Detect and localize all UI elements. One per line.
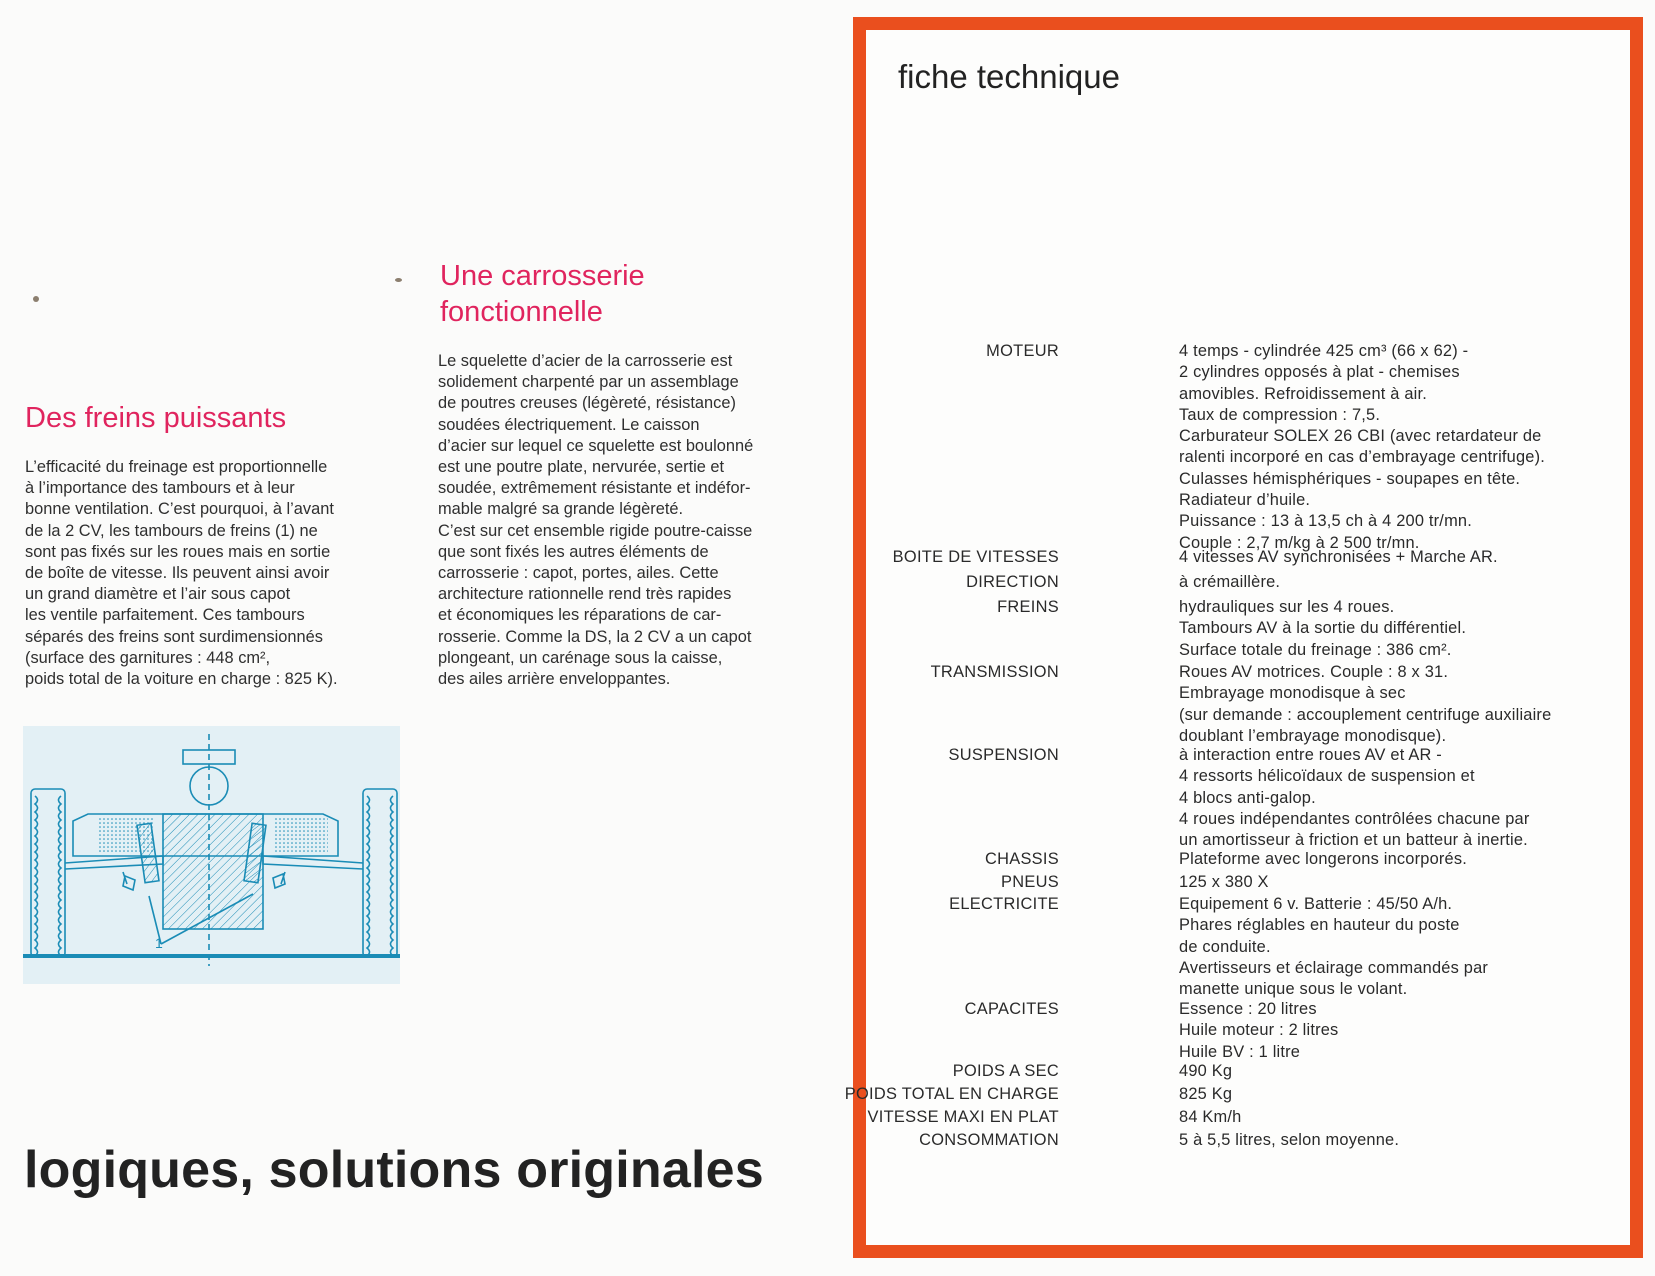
page-title: logiques, solutions originales (24, 1141, 764, 1199)
spec-label: ELECTRICITE (949, 895, 1059, 913)
brake-diagram-drawing (23, 726, 400, 984)
spec-label: POIDS A SEC (952, 1062, 1059, 1080)
brake-diagram (23, 726, 400, 984)
paper-speck (395, 278, 402, 282)
paper-speck (33, 296, 39, 302)
panel-title: fiche technique (898, 58, 1120, 95)
ground-line (23, 954, 400, 958)
section-heading-freins: Des freins puissants (25, 402, 287, 434)
section-body-carrosserie: Le squelette d’acier de la carrosserie est solidement charpenté par un assemblage de poutres creuses (légèreté, résistance) soudées électriquement. Le caisson d’acier sur lequel ce squelette est boulonné est une poutre plate, nervurée, sertie et soudée, extrêmement résistante et indéfor- mable malgré sa grande légèreté. C’est sur cet ensemble rigide poutre-caisse que sont fixés les autres éléments de carrosserie : capot, portes, ailes. Cette architecture rationnelle rend très rapides et économiques les réparations de car- rosserie. Comme la DS, la 2 CV a un capot plongeant, un carénage sous la caisse, des ailes arrière enveloppantes. (438, 352, 754, 689)
spec-label: DIRECTION (966, 573, 1059, 591)
spec-value: 490 Kg (1179, 1062, 1233, 1080)
spec-value: 5 à 5,5 litres, selon moyenne. (1179, 1131, 1400, 1149)
brake-drum-left (137, 823, 159, 882)
spec-label: VITESSE MAXI EN PLAT (867, 1108, 1059, 1126)
spec-value: 84 Km/h (1179, 1108, 1242, 1126)
spec-value: 4 temps - cylindrée 425 cm³ (66 x 62) - 2 cylindres opposés à plat - chemises amovibles. Refroidissement à air. Taux de compression : 7,5. Carburateur SOLEX 26 CBI (avec retardateur de ralenti incorporé en cas d’embrayage centrifuge). Culasses hémisphériques - soupapes en tête. Radiateur d’huile. Puissance : 13 à 13,5 ch à 4 200 tr/mn. Couple : 2,7 m/kg à 2 500 tr/mn. (1179, 342, 1546, 552)
spec-label: BOITE DE VITESSES (892, 548, 1059, 566)
spec-value: 825 Kg (1179, 1085, 1233, 1103)
drive-shaft-right (263, 856, 363, 869)
spec-label: FREINS (997, 598, 1059, 616)
section-body-freins: L’efficacité du freinage est proportionnelle à l’importance des tambours et à leur bonne ventilation. C’est pourquoi, à l’avant de la 2 CV, les tambours de freins (1) ne sont pas fixés sur les roues mais en sortie de boîte de vitesse. Ils peuvent ainsi avoir un grand diamètre et l’air sous capot les ventile parfaitement. Ces tambours séparés des freins sont surdimensionnés (surface des garnitures : 448 cm², poids total de la voiture en charge : 825 K). (25, 458, 338, 689)
spec-label: SUSPENSION (948, 746, 1059, 764)
spec-label: PNEUS (1001, 873, 1059, 891)
spec-value: à interaction entre roues AV et AR - 4 ressorts hélicoïdaux de suspension et 4 blocs anti-galop. 4 roues indépendantes contrôlées chacune par un amortisseur à friction et un batteur à inertie. (1179, 746, 1530, 850)
spec-value: Plateforme avec longerons incorporés. (1179, 850, 1468, 868)
spec-label: MOTEUR (986, 342, 1059, 360)
spec-label: CONSOMMATION (919, 1131, 1059, 1149)
spec-value: hydrauliques sur les 4 roues. Tambours AV à la sortie du différentiel. Surface totale du freinage : 386 cm². (1179, 598, 1467, 659)
spec-label: POIDS TOTAL EN CHARGE (844, 1085, 1059, 1103)
spec-label: CHASSIS (984, 850, 1059, 868)
spec-label: TRANSMISSION (930, 663, 1059, 681)
section-heading-carrosserie: Une carrosserie fonctionnelle (440, 260, 645, 328)
spec-value: Essence : 20 litres Huile moteur : 2 litres Huile BV : 1 litre (1179, 1000, 1339, 1061)
spec-value: à crémaillère. (1179, 573, 1281, 591)
spec-label: CAPACITES (964, 1000, 1059, 1018)
spec-panel (844, 17, 1643, 1258)
spec-value: 4 vitesses AV synchronisées + Marche AR. (1179, 548, 1498, 566)
spec-value: Roues AV motrices. Couple : 8 x 31. Embrayage monodisque à sec (sur demande : accouplement centrifuge auxiliaire doublant l’embrayage monodisque). (1179, 663, 1552, 745)
diagram-callout-1: 1 (155, 935, 163, 951)
spec-value: 125 x 380 X (1179, 873, 1269, 891)
spec-value: Equipement 6 v. Batterie : 45/50 A/h. Phares réglables en hauteur du poste de conduite. Avertisseurs et éclairage commandés par manette unique sous le volant. (1179, 895, 1489, 999)
